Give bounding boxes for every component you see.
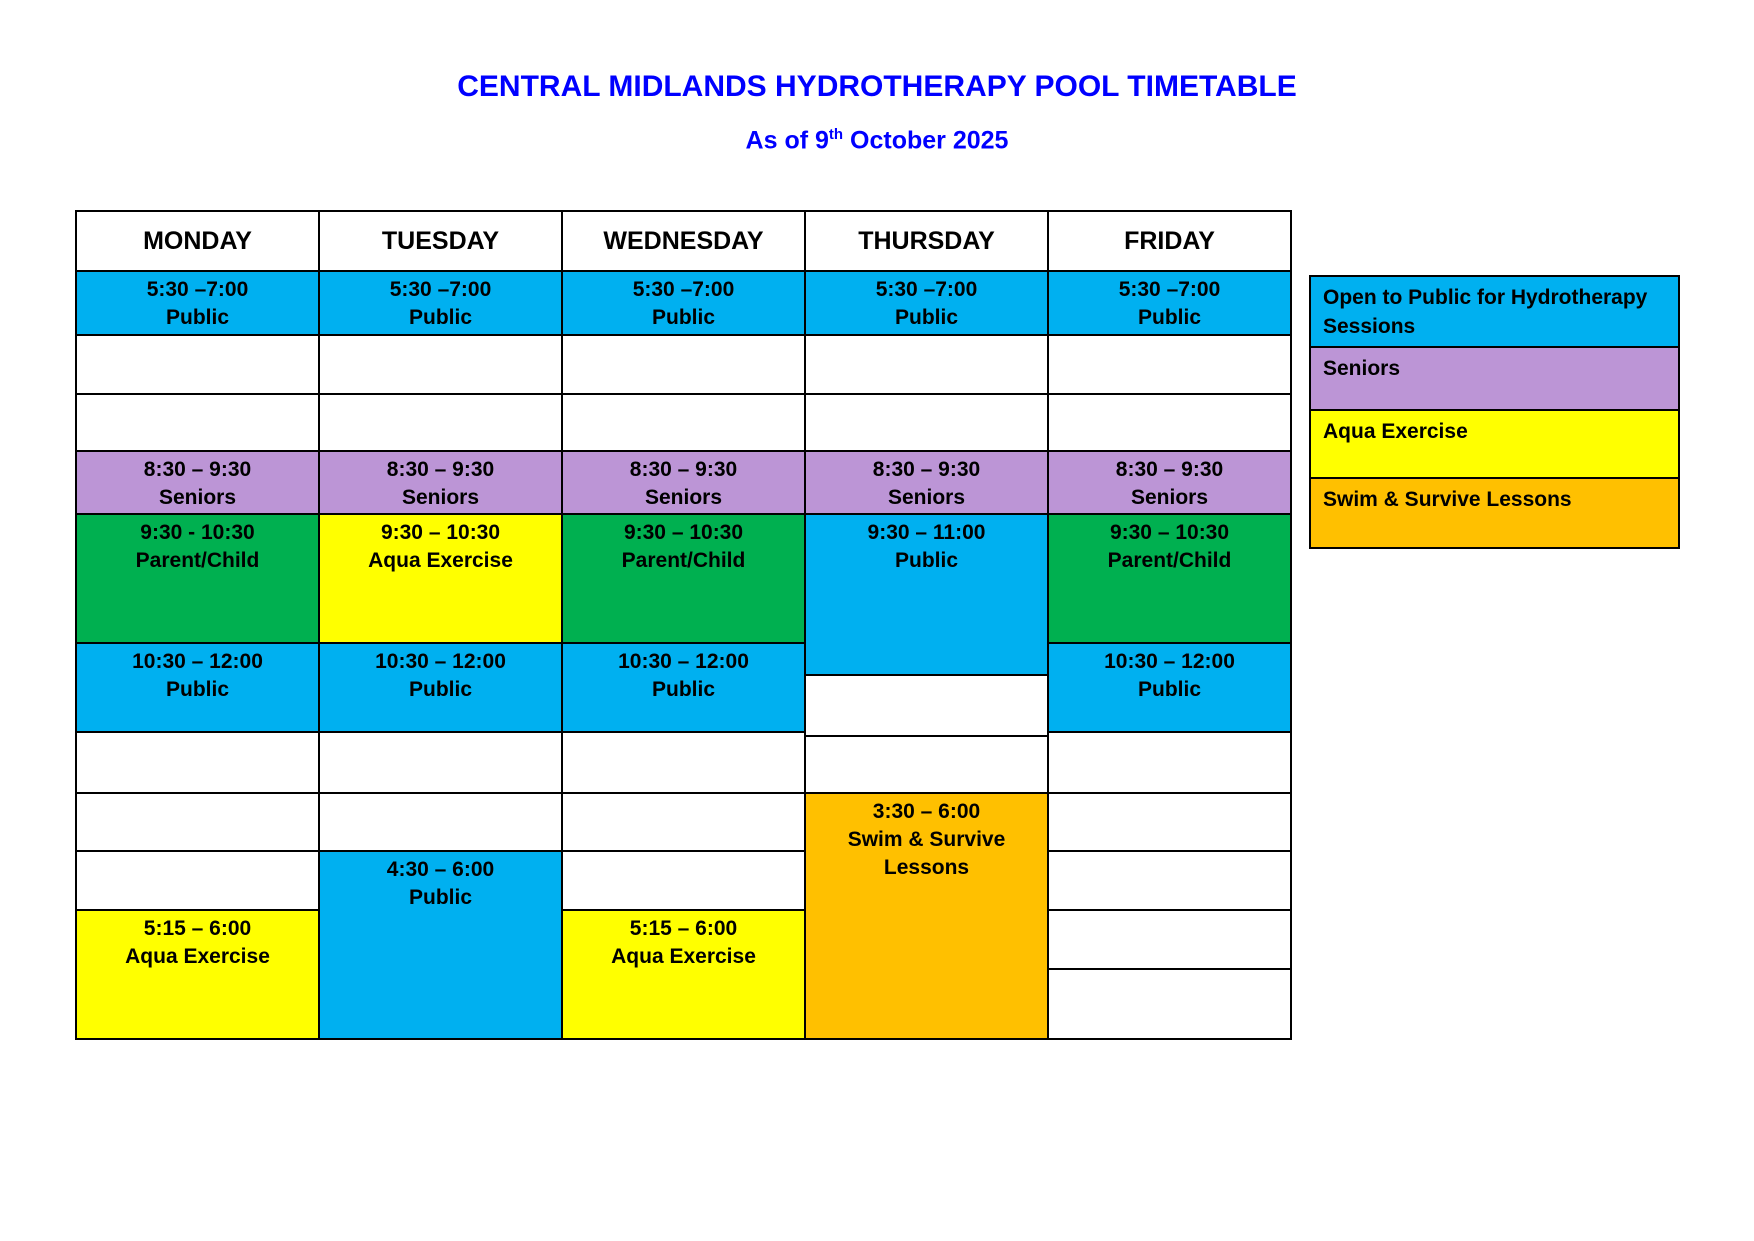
session-label: Public bbox=[165, 306, 229, 329]
session-label: Public bbox=[651, 306, 715, 329]
session-time: 5:30 –7:00 bbox=[389, 278, 492, 301]
empty-cell bbox=[1047, 968, 1292, 1040]
session-label: Public bbox=[165, 678, 229, 701]
empty-cell bbox=[1047, 792, 1292, 852]
empty-cell bbox=[561, 731, 806, 794]
session-time: 9:30 – 10:30 bbox=[380, 521, 501, 544]
session-time: 5:30 –7:00 bbox=[1118, 278, 1221, 301]
session-time: 3:30 – 6:00 bbox=[872, 800, 981, 823]
empty-cell bbox=[561, 334, 806, 395]
session-cell-tuesday-seniors bbox=[318, 450, 563, 515]
session-time: 5:15 – 6:00 bbox=[143, 917, 252, 940]
session-time: 8:30 – 9:30 bbox=[386, 458, 495, 481]
session-time: 9:30 – 11:00 bbox=[867, 521, 986, 544]
session-label: Seniors bbox=[1130, 486, 1209, 509]
day-header-monday: MONDAY bbox=[75, 210, 320, 272]
day-header-thursday: THURSDAY bbox=[804, 210, 1049, 272]
session-cell-tuesday-public-late-morning bbox=[318, 642, 563, 733]
session-time: 5:15 – 6:00 bbox=[629, 917, 738, 940]
session-label: Public bbox=[894, 549, 958, 572]
session-time: 9:30 – 10:30 bbox=[623, 521, 744, 544]
session-cell-thursday-public-morning bbox=[804, 513, 1049, 676]
session-cell-monday-aqua-exercise bbox=[75, 909, 320, 1040]
legend-item-swim-survive: Swim & Survive Lessons bbox=[1309, 477, 1680, 549]
session-time: 9:30 – 10:30 bbox=[1109, 521, 1230, 544]
session-time: 10:30 – 12:00 bbox=[1104, 650, 1235, 673]
empty-cell bbox=[561, 792, 806, 852]
session-cell-friday-public-early bbox=[1047, 270, 1292, 336]
session-label: Aqua Exercise bbox=[125, 945, 270, 968]
session-cell-monday-public-early bbox=[75, 270, 320, 336]
empty-cell bbox=[75, 792, 320, 852]
subtitle-ordinal: th bbox=[828, 126, 844, 143]
subtitle-prefix: As of 9 bbox=[745, 126, 829, 155]
session-time: 10:30 – 12:00 bbox=[132, 650, 263, 673]
session-cell-thursday-public-early bbox=[804, 270, 1049, 336]
session-time: 4:30 – 6:00 bbox=[386, 858, 495, 881]
session-label: Parent/Child bbox=[135, 549, 260, 572]
session-label: Swim & Survive Lessons bbox=[847, 828, 1006, 879]
session-time: 5:30 –7:00 bbox=[875, 278, 978, 301]
session-time: 10:30 – 12:00 bbox=[618, 650, 749, 673]
session-time: 8:30 – 9:30 bbox=[143, 458, 252, 481]
session-label: Public bbox=[408, 306, 472, 329]
empty-cell bbox=[318, 792, 563, 852]
session-time: 5:30 –7:00 bbox=[146, 278, 249, 301]
empty-cell bbox=[804, 735, 1049, 794]
session-cell-friday-public-late-morning bbox=[1047, 642, 1292, 733]
session-label: Parent/Child bbox=[1107, 549, 1232, 572]
empty-cell bbox=[318, 393, 563, 452]
session-time: 5:30 –7:00 bbox=[632, 278, 735, 301]
session-time: 8:30 – 9:30 bbox=[872, 458, 981, 481]
session-label: Public bbox=[408, 886, 472, 909]
session-label: Aqua Exercise bbox=[611, 945, 756, 968]
session-label: Public bbox=[1137, 306, 1201, 329]
session-cell-wednesday-public-late-morning bbox=[561, 642, 806, 733]
empty-cell bbox=[75, 334, 320, 395]
day-header-wednesday: WEDNESDAY bbox=[561, 210, 806, 272]
empty-cell bbox=[561, 850, 806, 911]
session-cell-tuesday-public-evening bbox=[318, 850, 563, 1040]
session-cell-wednesday-public-early bbox=[561, 270, 806, 336]
empty-cell bbox=[561, 393, 806, 452]
session-label: Public bbox=[408, 678, 472, 701]
empty-cell bbox=[1047, 850, 1292, 911]
session-cell-monday-public-late-morning bbox=[75, 642, 320, 733]
empty-cell bbox=[1047, 393, 1292, 452]
empty-cell bbox=[804, 674, 1049, 737]
empty-cell bbox=[75, 731, 320, 794]
session-label: Parent/Child bbox=[621, 549, 746, 572]
page-subtitle bbox=[0, 126, 1754, 155]
legend-item-public: Open to Public for Hydrotherapy Sessions bbox=[1309, 275, 1680, 348]
session-time: 8:30 – 9:30 bbox=[629, 458, 738, 481]
empty-cell bbox=[1047, 334, 1292, 395]
session-label: Public bbox=[1137, 678, 1201, 701]
empty-cell bbox=[1047, 909, 1292, 970]
empty-cell bbox=[804, 393, 1049, 452]
page-title: CENTRAL MIDLANDS HYDROTHERAPY POOL TIMETABLE bbox=[457, 70, 1297, 103]
empty-cell bbox=[804, 334, 1049, 395]
session-label: Aqua Exercise bbox=[368, 549, 513, 572]
session-cell-wednesday-parent-child bbox=[561, 513, 806, 644]
session-label: Seniors bbox=[401, 486, 480, 509]
session-cell-friday-parent-child bbox=[1047, 513, 1292, 644]
session-label: Public bbox=[651, 678, 715, 701]
session-label: Seniors bbox=[158, 486, 237, 509]
day-header-tuesday: TUESDAY bbox=[318, 210, 563, 272]
session-cell-thursday-swim-survive bbox=[804, 792, 1049, 1040]
day-header-friday: FRIDAY bbox=[1047, 210, 1292, 272]
session-cell-monday-seniors bbox=[75, 450, 320, 515]
empty-cell bbox=[1047, 731, 1292, 794]
session-time: 8:30 – 9:30 bbox=[1115, 458, 1224, 481]
empty-cell bbox=[318, 334, 563, 395]
empty-cell bbox=[318, 731, 563, 794]
session-cell-tuesday-public-early bbox=[318, 270, 563, 336]
session-cell-friday-seniors bbox=[1047, 450, 1292, 515]
session-time: 9:30 - 10:30 bbox=[140, 521, 255, 544]
legend-item-seniors: Seniors bbox=[1309, 346, 1680, 411]
session-label: Seniors bbox=[887, 486, 966, 509]
empty-cell bbox=[75, 850, 320, 911]
subtitle-suffix: October 2025 bbox=[843, 126, 1009, 155]
session-cell-wednesday-aqua-exercise bbox=[561, 909, 806, 1040]
session-cell-monday-parent-child bbox=[75, 513, 320, 644]
session-time: 10:30 – 12:00 bbox=[375, 650, 506, 673]
session-cell-tuesday-aqua-exercise bbox=[318, 513, 563, 644]
session-cell-thursday-seniors bbox=[804, 450, 1049, 515]
session-label: Public bbox=[894, 306, 958, 329]
session-label: Seniors bbox=[644, 486, 723, 509]
session-cell-wednesday-seniors bbox=[561, 450, 806, 515]
empty-cell bbox=[75, 393, 320, 452]
legend-item-aqua-exercise: Aqua Exercise bbox=[1309, 409, 1680, 479]
